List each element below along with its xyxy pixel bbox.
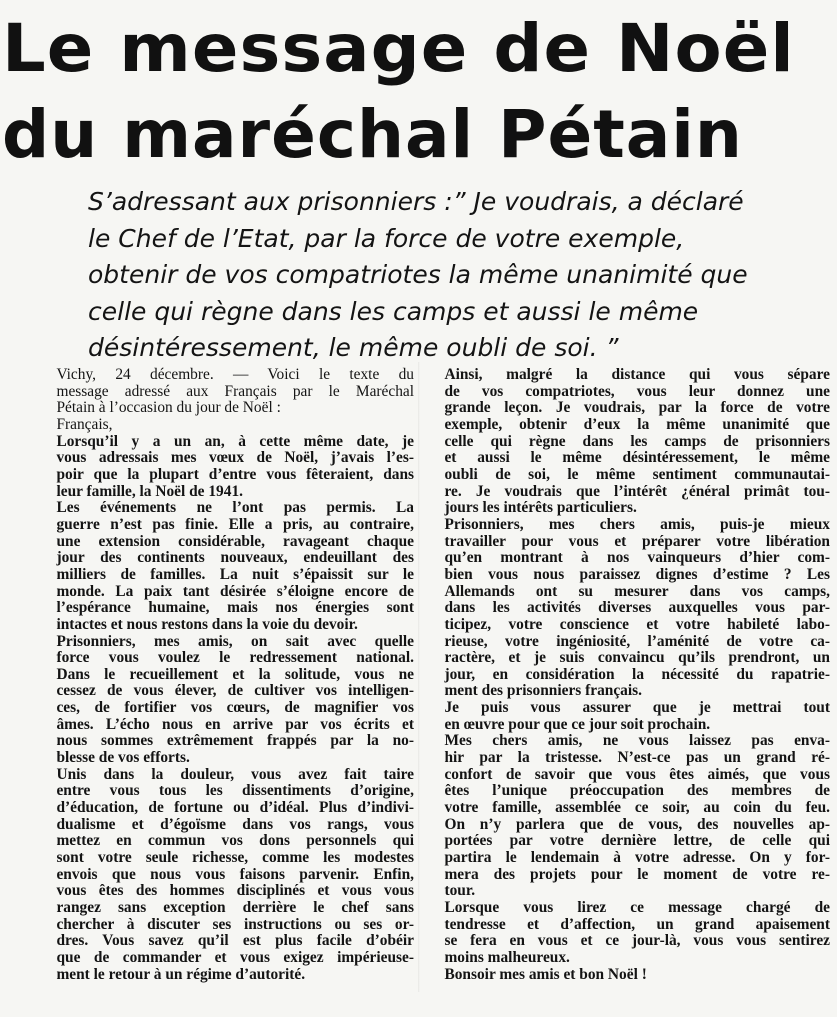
deck-line: celle qui règne dans les camps et aussi le même xyxy=(88,296,699,326)
text-line: mettez en commun vos dons personnels qui xyxy=(56,832,414,850)
text-line: dans les activités diverses auxquelles vous par- xyxy=(444,599,830,617)
text-line: travailler pour vous et préparer votre libération xyxy=(444,532,830,550)
text-line: celle qui règne dans les camps de prisonniers xyxy=(444,432,830,450)
text-line: monde. La paix tant désirée s’éloigne encore de xyxy=(56,582,414,600)
deck-line: désintéressement, le même oubli de soi. ” xyxy=(88,333,619,362)
text-line: jour, en considération la nécessité du rapatrie- xyxy=(444,665,830,683)
text-line: qu’en montrant à nos vainqueurs d’hier com- xyxy=(444,549,830,567)
text-line: ment des prisonniers français. xyxy=(444,682,642,700)
deck-line: obtenir de vos compatriotes la même unanimité que xyxy=(88,260,748,289)
text-line: d’éducation, de fortune ou d’idéal. Plus d’indivi- xyxy=(56,799,414,817)
text-line: intactes et nous restons dans la voie du devoir. xyxy=(56,615,358,633)
text-line: partira le lendemain à votre adresse. On y for- xyxy=(444,849,830,867)
text-line: bien vous nous paraissez dignes d’estime ? Les xyxy=(444,565,830,583)
text-line: Je puis vous assurer que je mettrai tout xyxy=(444,699,830,717)
column-fold-shadow xyxy=(418,362,420,992)
text-line: blesse de vos efforts. xyxy=(56,749,190,767)
text-line: Prisonniers, mes amis, on sait avec quelle xyxy=(56,632,414,650)
headline-line-2: du maréchal Pétain xyxy=(2,96,743,173)
text-line: rieuse, votre ingéniosité, l’aménité de votre ca- xyxy=(444,632,830,650)
text-line: l’espérance humaine, mais nos énergies sont xyxy=(56,599,414,617)
text-line: de vos compatriotes, vous leur donnez une xyxy=(444,382,830,400)
text-line: tour. xyxy=(444,882,476,900)
paragraph xyxy=(38,500,414,633)
text-line: jours les intérêts particuliers. xyxy=(444,499,637,517)
deck-line: le Chef de l’Etat, par la force de votre exemple, xyxy=(88,223,685,253)
text-line: milliers de familles. La nuit s’épaissit sur le xyxy=(56,565,414,583)
text-line: envois que nous vous faisons parvenir. Enfin, xyxy=(56,865,414,883)
text-line: Lorsqu’il y a un an, à cette même date, je xyxy=(56,432,414,450)
text-line: On n’y parlera que de vous, des nouvelles ap- xyxy=(444,815,830,833)
text-line: confort de savoir que vous êtes aimés, que vous xyxy=(444,765,830,783)
text-line: Unis dans la douleur, vous avez fait taire xyxy=(56,765,414,783)
article-column-right xyxy=(426,367,830,983)
text-line: se fera en vous et ce jour-là, vous vous sentirez xyxy=(444,932,830,950)
dateline-paragraph xyxy=(38,367,414,417)
paragraph xyxy=(38,434,414,501)
text-line: Dans le recueillement et la solitude, vous ne xyxy=(56,665,414,683)
text-line: ces, de fortifier vos cœurs, de magnifier vos xyxy=(56,699,414,717)
text-line: votre famille, assemblée ce soir, au coin du feu. xyxy=(444,799,830,817)
text-line: ticipez, votre conscience et votre habileté labo- xyxy=(444,615,830,633)
text-line: hir par la tristesse. N’est-ce pas un grand ré- xyxy=(444,749,830,767)
closing-line xyxy=(426,967,830,984)
text-line: portées par votre dernière lettre, de celle qui xyxy=(444,832,830,850)
text-line: Bonsoir mes amis et bon Noël ! xyxy=(444,965,647,983)
text-line: une extension considérable, ravageant chaque xyxy=(56,532,414,550)
paragraph xyxy=(38,634,414,767)
headline-line-1: Le message de Noël xyxy=(2,10,795,87)
text-line: exemple, obtenir d’eux la même unanimité que xyxy=(444,415,830,433)
text-line: Ainsi, malgré la distance qui vous sépare xyxy=(444,366,830,383)
text-line: Français, xyxy=(56,415,113,433)
headline xyxy=(2,6,835,178)
paragraph xyxy=(426,900,830,967)
text-line: mera des projets pour le moment de votre re- xyxy=(444,865,830,883)
text-line: Allemands ont su mesurer dans vos camps, xyxy=(444,582,830,600)
text-line: message adressé aux Français par le Maréchal xyxy=(56,382,414,400)
text-line: ment le retour à un régime d’autorité. xyxy=(56,965,306,983)
text-line: sont votre seule richesse, comme les modestes xyxy=(56,849,414,867)
text-line: vous êtes des hommes disciplinés et vous vous xyxy=(56,882,414,900)
text-line: âmes. L’écho nous en arrive par vos écrits et xyxy=(56,715,414,733)
text-line: rangez sans exception derrière le chef sans xyxy=(56,899,414,916)
text-line: tendresse et d’affection, un grand apaisement xyxy=(444,915,830,933)
text-line: cessez de vous élever, de cultiver vos intelligen- xyxy=(56,682,414,700)
text-line: Mes chers amis, ne vous laissez pas enva- xyxy=(444,732,830,750)
text-line: Prisonniers, mes chers amis, puis-je mieux xyxy=(444,515,830,533)
text-line: poir que la plupart d’entre vous fêteraient, dans xyxy=(56,465,414,483)
text-line: êtes l’unique préoccupation des membres de xyxy=(444,782,830,800)
text-line: ractère, et je suis convaincu qu’ils prendront, un xyxy=(444,649,830,667)
text-line: Lorsque vous lirez ce message chargé de xyxy=(444,899,830,916)
text-line: que de commander et vous exigez impérieuse- xyxy=(56,948,414,966)
text-line: Les événements ne l’ont pas permis. La xyxy=(56,499,414,517)
text-line: en œuvre pour que ce jour soit prochain. xyxy=(444,715,711,733)
text-line: jour des continents nouveaux, endeuillant des xyxy=(56,549,414,567)
text-line: nous sommes extrêmement frappés par la no- xyxy=(56,732,414,750)
text-line: guerre n’est pas finie. Elle a pris, au contraire, xyxy=(56,515,414,533)
text-line: oubli de soi, le même sentiment communautai- xyxy=(444,465,830,483)
subheadline-quote xyxy=(88,184,828,367)
paragraph xyxy=(426,733,830,900)
paragraph xyxy=(426,367,830,517)
salutation xyxy=(38,417,414,434)
article-column-left xyxy=(38,367,414,983)
text-line: force vous voulez le redressement national. xyxy=(56,649,414,667)
paragraph xyxy=(426,517,830,700)
text-line: vous adressais mes vœux de Noël, j’avais l’es- xyxy=(56,449,414,467)
text-line: et aussi le même désintéressement, le même xyxy=(444,449,830,467)
text-line: entre vous tous les dissentiments d’origine, xyxy=(56,782,414,800)
text-line: moins malheureux. xyxy=(444,948,570,966)
text-line: grande leçon. Je voudrais, par la force de votre xyxy=(444,399,830,417)
paragraph xyxy=(426,700,830,733)
text-line: chercher à discuter ses instructions ou ses or- xyxy=(56,915,414,933)
text-line: dres. Vous savez qu’il est plus facile d’obéir xyxy=(56,932,414,950)
text-line: Vichy, 24 décembre. — Voici le texte du xyxy=(56,366,414,383)
text-line: Pétain à l’occasion du jour de Noël : xyxy=(56,399,281,417)
text-line: re. Je voudrais que l’intérêt ¿énéral primât tou- xyxy=(444,482,830,500)
text-line: dualisme et d’égoïsme dans vos rangs, vous xyxy=(56,815,414,833)
deck-line: S’adressant aux prisonniers :” Je voudrais, a déclaré xyxy=(88,187,744,216)
paragraph xyxy=(38,767,414,984)
text-line: leur famille, la Noël de 1941. xyxy=(56,482,243,500)
